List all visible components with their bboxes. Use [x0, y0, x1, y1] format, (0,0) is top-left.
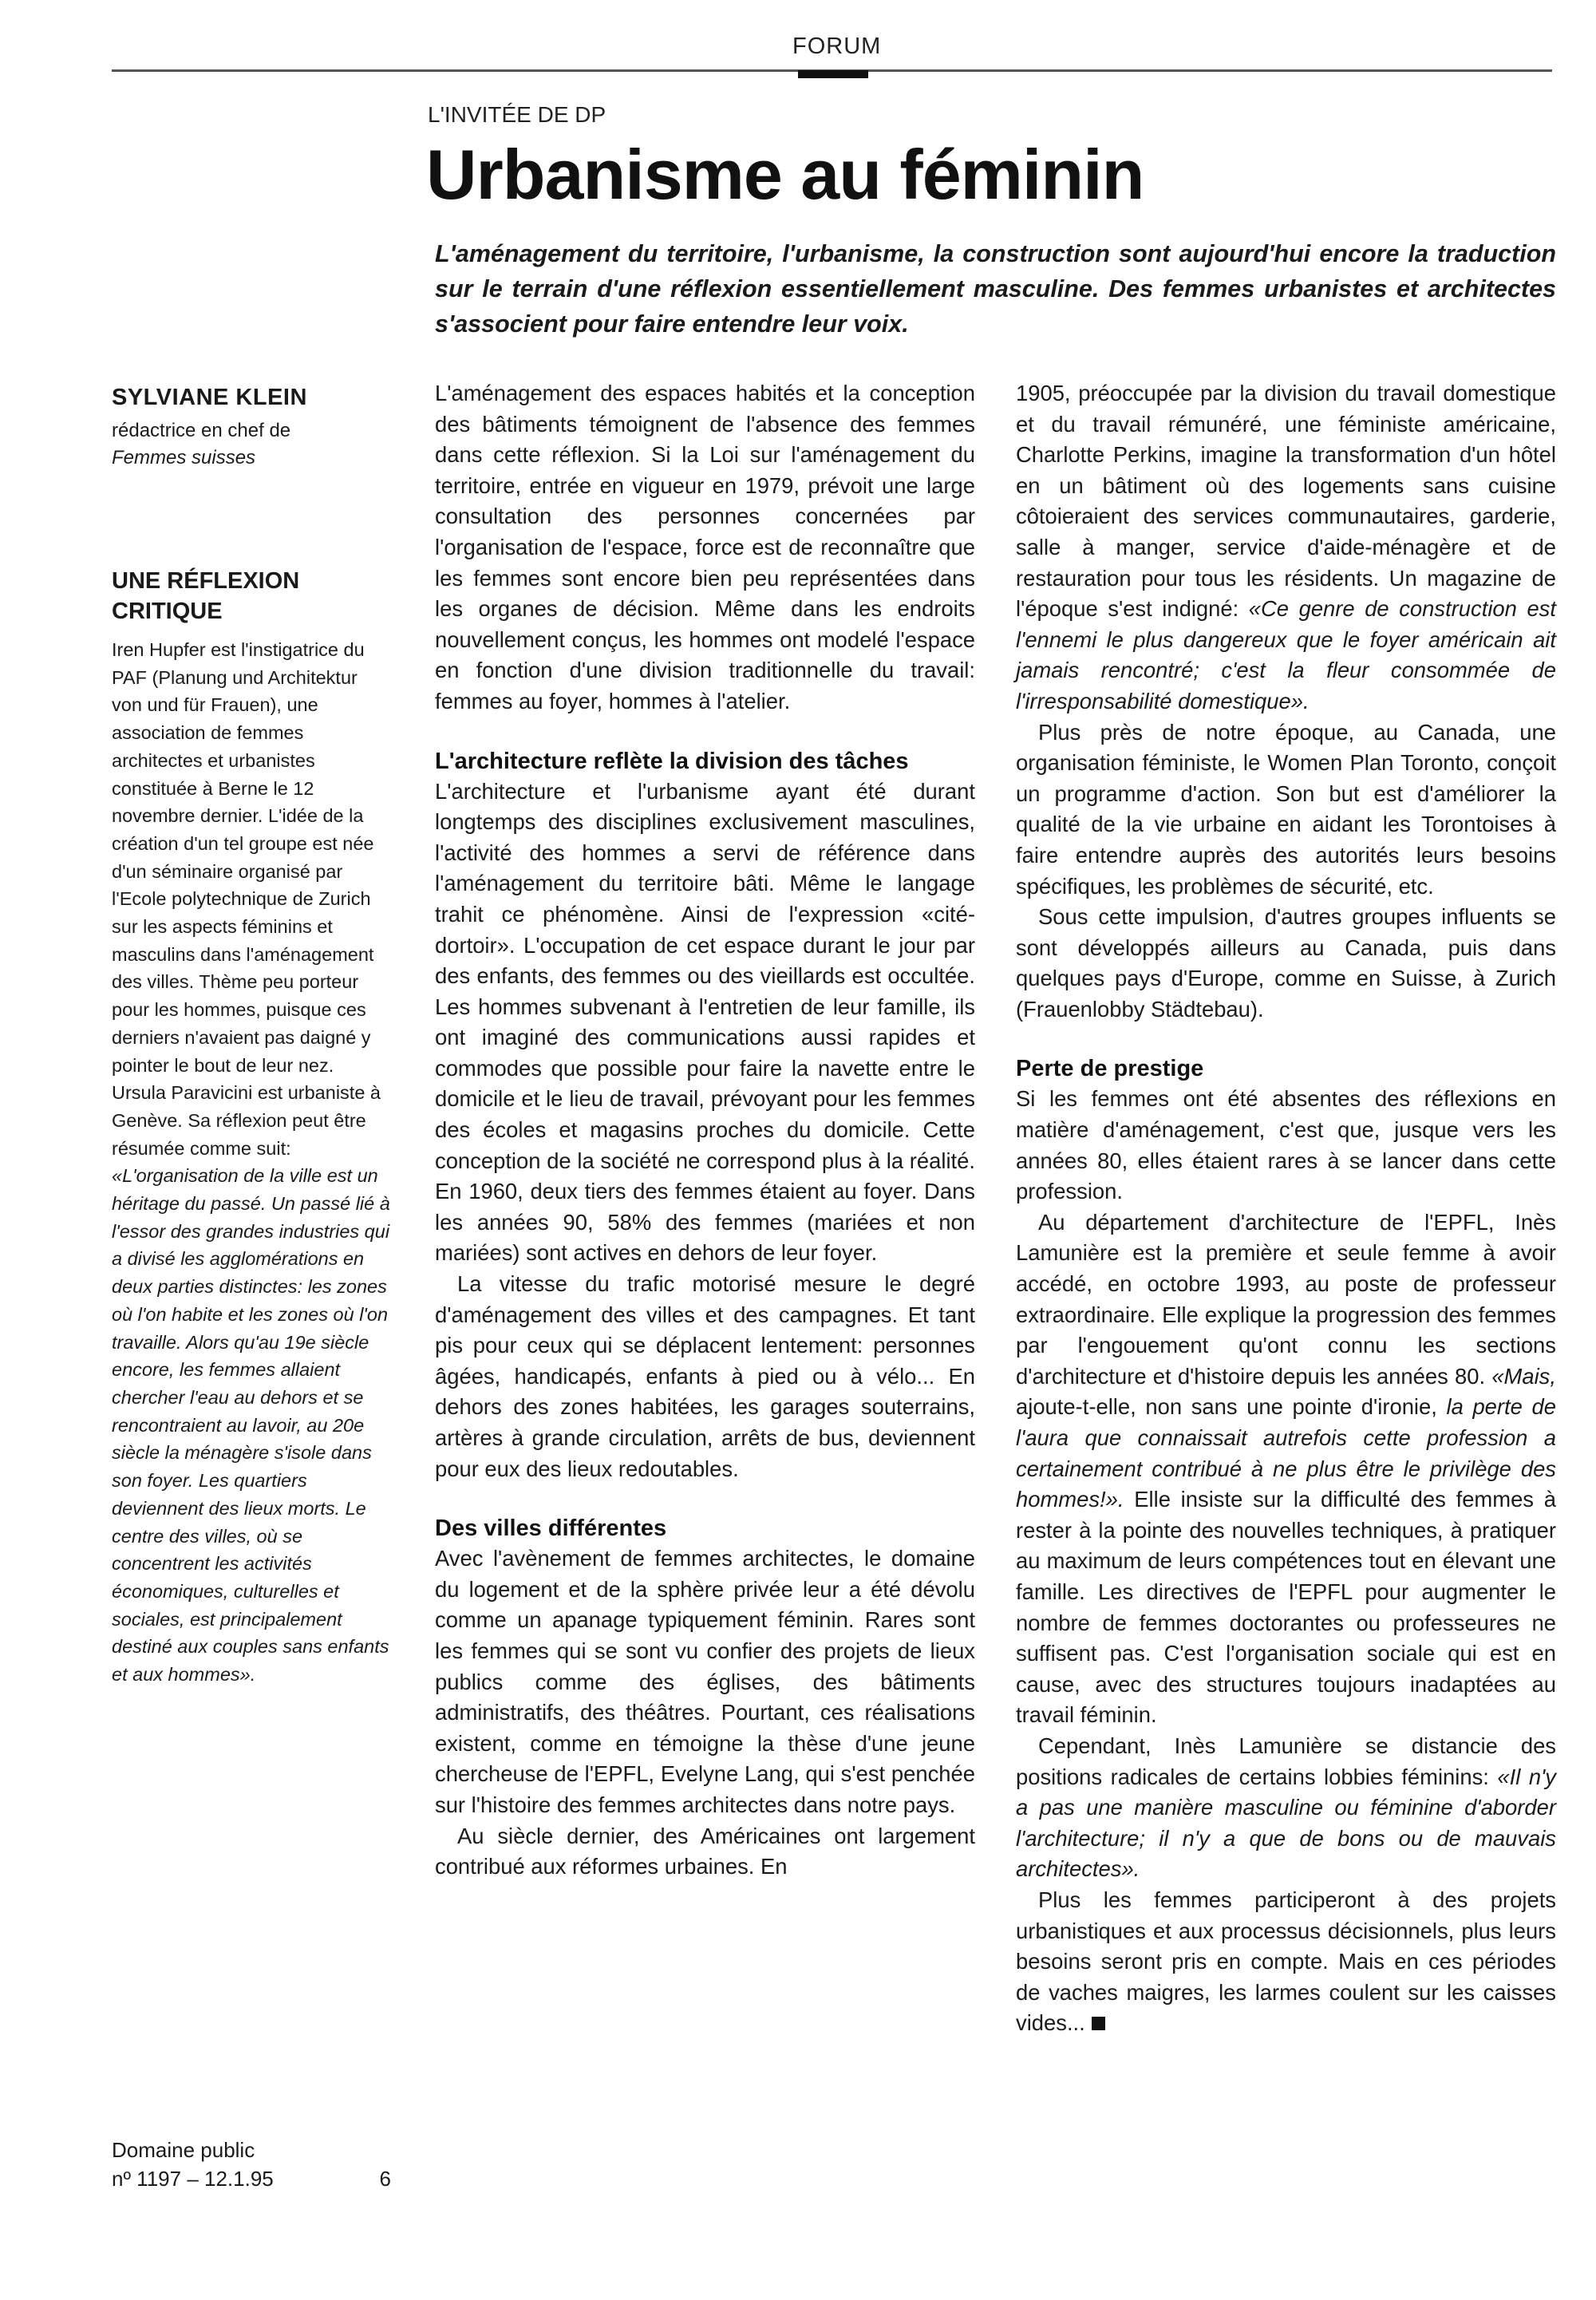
paragraph-text: Cependant, Inès Lamunière se distancie des positions radicales de certains lobbies féminins:	[1016, 1733, 1556, 1789]
paragraph: Plus près de notre époque, au Canada, une organisation féministe, le Women Plan Toronto, conçoit un programme d'action. Son but est d'améliorer la qualité de la vie urbaine en aidant les Torontoises à faire entendre auprès des autorités leurs besoins spécifiques, les problèmes de sécurité, etc.	[1016, 719, 1556, 899]
paragraph-text: Au département d'architecture de l'EPFL, Inès Lamunière est la première et seule femme à avoir accédé, en octobre 1993, au poste de professeur extraordinaire. Elle explique la progression des femmes par l'engouement qu'ont connu les sections d'architecture et d'histoire depuis les années 80.	[1016, 1209, 1556, 1389]
sidebar-paragraph: Iren Hupfer est l'instigatrice du PAF (Planung und Architektur von und für Frauen), une association de femmes architectes et urbanistes constituée à Berne le 12 novembre dernier. L'idée de la création d'un tel groupe est née d'un séminaire organisé par l'Ecole polytechnique de Zurich sur les aspects féminins et masculins dans l'aménagement des villes. Thème peu porteur pour les hommes, puisque ces derniers n'avaient pas daigné y pointer le bout de leur nez.	[112, 639, 374, 1076]
paragraph: L'aménagement des espaces habités et la conception des bâtiments témoignent de l'absence des femmes dans cette réflexion. Si la Loi sur l'aménagement du territoire, entrée en vigueur en 1979, prévoit une large consultation des personnes concernées par l'organisation de l'espace, force est de reconnaître que les femmes sont encore bien peu représentées dans les organes de décision. Même dans les endroits nouvellement conçus, les hommes ont modelé l'espace en fonction d'une division traditionnelle du travail: femmes au foyer, hommes à l'atelier.	[435, 381, 975, 713]
article-title: Urbanisme au féminin	[426, 135, 1144, 214]
paragraph-text: 1905, préoccupée par la division du travail domestique et du travail rémunéré, une féministe américaine, Charlotte Perkins, imagine la transformation d'un hôtel en un bâtiment où des logements sans cuisine côtoieraient des services communautaires, garderie, salle à manger, service d'aide-ménagère et de restauration pour tous les résidents. Un magazine de l'époque s'est indigné:	[1016, 381, 1556, 622]
paragraph: Avec l'avènement de femmes architectes, le domaine du logement et de la sphère privée leur a été dévolu comme un apanage typiquement féminin. Rares sont les femmes qui se sont vu confier des projets de lieux publics comme des églises, des bâtiments administratifs, des théâtres. Pourtant, ces réalisations existent, comme en témoigne la thèse d'une jeune chercheuse de l'EPFL, Evelyne Lang, qui s'est penchée sur l'histoire des femmes architectes dans notre pays.	[435, 1546, 975, 1817]
paragraph-text: ajoute-t-elle, non sans une pointe d'ironie,	[1016, 1394, 1437, 1420]
publication-footer	[112, 2136, 399, 2193]
header-rule-tab	[798, 70, 868, 78]
paragraph	[1016, 1885, 1556, 2039]
author-name: SYLVIANE KLEIN	[112, 385, 307, 410]
page-number: 6	[379, 2167, 391, 2191]
publication-name: Domaine public	[112, 2138, 255, 2162]
quote: «Mais,	[1491, 1363, 1556, 1389]
paragraph	[1016, 1207, 1556, 1731]
paragraph-text: Elle insiste sur la difficulté des femmes à rester à la pointe des nouvelles techniques, à pratiquer au maximum de leurs compétences tout en élevant une famille. Les directives de l'EPFL pour augmenter le nombre de femmes doctorantes ou professeures ne suffisent pas. C'est l'organisation sociale qui est en cause, avec des structures toujours inadaptées au travail féminin.	[1016, 1487, 1556, 1728]
sidebar-text: Ursula Paravicini est urbaniste à Genève. Sa réflexion peut être résumée comme suit:	[112, 1082, 381, 1159]
paragraph: Si les femmes ont été absentes des réflexions en matière d'aménagement, c'est que, jusque vers les années 80, elles étaient rares à se lancer dans cette profession.	[1016, 1086, 1556, 1204]
paragraph: La vitesse du trafic motorisé mesure le degré d'aménagement des villes et des campagnes. Et tant pis pour ceux qui se déplacent lentement: personnes âgées, handicapés, enfants à pied ou à vélo... En dehors des zones habitées, les garages souterrains, artères à grande circulation, arrêts de bus, deviennent pour eux des lieux redoutables.	[435, 1271, 975, 1481]
quote: la perte de l'aura que connaissait autrefois cette profession a certainement contribué à ne plus être le privilège des hommes!».	[1016, 1394, 1556, 1512]
paragraph	[1016, 1731, 1556, 1885]
article-lede: L'aménagement du territoire, l'urbanisme, la construction sont aujourd'hui encore la traduction sur le terrain d'une réflexion essentiellement masculine. Des femmes urbanistes et architectes s'associent pour faire entendre leur voix.	[435, 240, 1556, 338]
kicker: L'INVITÉE DE DP	[428, 102, 606, 127]
sidebar-paragraph	[112, 1079, 391, 1688]
quote: «Il n'y a pas une manière masculine ou féminine d'aborder l'architecture; il n'y a que de bons ou de mauvais architectes».	[1016, 1764, 1556, 1882]
sidebar-quote: «L'organisation de la ville est un héritage du passé. Un passé lié à l'essor des grandes industries qui a divisé les agglomérations en deux parties distinctes: les zones où l'on habite et les zones où l'on travaille. Alors qu'au 19e siècle encore, les femmes allaient chercher l'eau au dehors et se rencontraient au lavoir, au 20e siècle la ménagère s'isole dans son foyer. Les quartiers deviennent des lieux morts. Le centre des villes, où se concentrent les activités économiques, culturelles et sociales, est principalement destiné aux couples sans enfants et aux hommes».	[112, 1165, 390, 1685]
paragraph	[1016, 378, 1556, 717]
section-label: FORUM	[792, 34, 882, 59]
author-publication: Femmes suisses	[112, 447, 256, 468]
paragraph: L'architecture et l'urbanisme ayant été durant longtemps des disciplines exclusivement masculines, l'activité des hommes a servi de référence dans l'aménagement du territoire bâti. Même le langage trahit ce phénomène. Ainsi de l'expression «cité-dortoir». L'occupation de cet espace durant le jour par des enfants, des femmes ou des vieillards est occultée. Les hommes subvenant à l'entretien de leur famille, ils ont imaginé des communications aussi rapides et commodes que possible pour faire la navette entre le domicile et le lieu de travail, prévoyant pour les femmes des écoles et magasins proches du domicile. Cette conception de la société ne correspond plus à la réalité. En 1960, deux tiers des femmes étaient au foyer. Dans les années 90, 58% des femmes (mariées et non mariées) sont actives en dehors de leur foyer.	[435, 778, 975, 1266]
author-role-text: rédactrice en chef de	[112, 420, 291, 441]
subheading: Des villes différentes	[435, 1516, 667, 1542]
sidebar	[112, 385, 391, 1689]
author-role	[112, 417, 391, 472]
subheading: Perte de prestige	[1016, 1056, 1204, 1082]
sidebar-heading: UNE RÉFLEXION CRITIQUE	[112, 568, 300, 624]
article-column-2	[1016, 378, 1556, 2039]
paragraph: Au siècle dernier, des Américaines ont largement contribué aux réformes urbaines. En	[435, 1823, 975, 1879]
subheading: L'architecture reflète la division des tâches	[435, 748, 909, 774]
article-column-1	[435, 378, 975, 1883]
paragraph: Sous cette impulsion, d'autres groupes influents se sont développés ailleurs au Canada, puis dans quelques pays d'Europe, comme en Suisse, à Zurich (Frauenlobby Städtebau).	[1016, 904, 1556, 1022]
quote: «Ce genre de construction est l'ennemi le plus dangereux que le foyer américain ait jamais rencontré; c'est la fleur consommée de l'irresponsabilité domestique».	[1016, 596, 1556, 713]
issue-number: nº 1197 – 12.1.95	[112, 2167, 274, 2191]
paragraph-text: Plus les femmes participeront à des projets urbanistiques et aux processus décisionnels, plus leurs besoins seront pris en compte. Mais en ces périodes de vaches maigres, les larmes coulent sur les caisses vides...	[1016, 1887, 1556, 2036]
end-of-article-square-icon	[1092, 2017, 1105, 2030]
